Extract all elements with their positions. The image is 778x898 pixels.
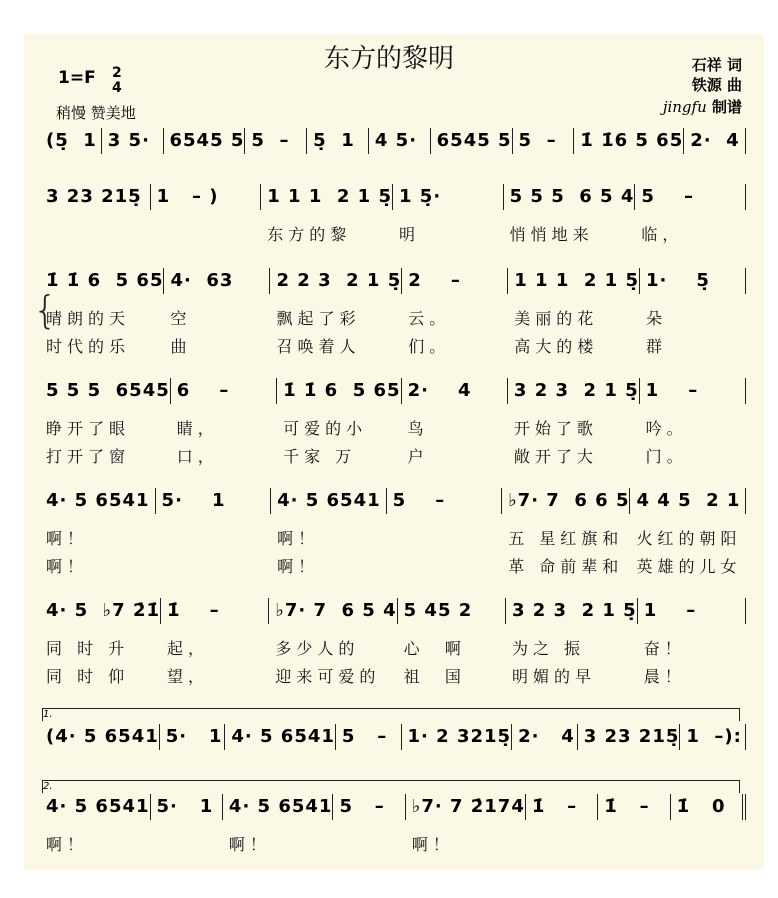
measure-notes: 1· 2 3215̣ <box>407 726 512 747</box>
lyric-syllables: 啊！ <box>277 529 320 548</box>
measure-notes: 2 2 3 2 1 5̣ <box>276 270 402 291</box>
measure <box>277 378 401 466</box>
measure <box>40 724 160 750</box>
measure-notes: 2 – <box>408 270 461 291</box>
measure-notes: 4· 5 6541 <box>231 726 335 747</box>
lyric-syllables: 晴朗的天 <box>46 309 131 328</box>
volta-1-bracket: 1. <box>42 708 740 721</box>
lyric-syllables: 云。 <box>408 309 451 328</box>
lyric-syllables: 多少人的 <box>275 639 360 658</box>
lyric-syllables: 五 星红旗和 <box>508 529 624 548</box>
song-title: 东方的黎明 <box>323 44 454 74</box>
measure-notes: 5̣ 1 <box>313 130 355 151</box>
lyric-syllables: 敞开了大 <box>513 447 598 466</box>
measure <box>225 724 336 750</box>
lyric-syllables: 啊！ <box>411 835 454 854</box>
measure-notes: (5̣ 1 <box>46 130 97 151</box>
measure-notes: 1 5̣· <box>399 186 442 207</box>
measure-notes: ♭7· 7 2̇174 <box>411 796 525 817</box>
lyric-syllables: 望， <box>167 667 210 686</box>
measure-notes: 4· 5 6541 <box>228 796 333 817</box>
measure-notes: 2· 4 <box>690 130 740 151</box>
measure-notes: 1̇ 1̇ 6 5 65 <box>46 270 164 291</box>
measure <box>680 724 746 750</box>
measure <box>336 724 402 750</box>
measure-notes: 6545 5 <box>436 130 512 151</box>
measure <box>171 378 277 466</box>
measure-notes: 1 1 1 2 1 5̣ <box>267 186 392 207</box>
measure-notes: 6 – <box>176 380 230 401</box>
measure-notes: 3 23 215̣ <box>46 186 142 207</box>
measure-notes: 5 – <box>641 186 694 207</box>
measure-notes: 2· 4 <box>407 380 472 401</box>
measure <box>502 488 630 576</box>
measure-notes: 4· 5 6541 <box>277 490 381 511</box>
measure <box>574 128 684 154</box>
measure <box>504 184 636 244</box>
lyric-syllables: 奋！ <box>643 639 686 658</box>
lyric-syllables: 啊！ <box>46 835 89 854</box>
measure <box>245 128 307 154</box>
measure <box>40 598 161 686</box>
measure-notes: 4· 63 <box>170 270 234 291</box>
measure-notes: 5 – <box>518 130 557 151</box>
measure <box>161 598 269 686</box>
measure <box>406 794 526 854</box>
measure-notes: 5 – <box>251 130 290 151</box>
measure <box>513 128 575 154</box>
measure <box>160 724 226 750</box>
measure <box>40 184 151 210</box>
staff-line <box>40 724 746 750</box>
measure <box>640 268 746 356</box>
measure <box>402 268 508 356</box>
lyric-syllables: 为之 振 <box>511 639 586 658</box>
transcriber-credit <box>663 96 742 117</box>
lyric-syllables: 睛， <box>176 419 219 438</box>
measure <box>156 488 272 514</box>
measure <box>402 724 513 750</box>
lyric-syllables: 东方的黎 <box>267 225 352 244</box>
lyric-syllables: 朵 <box>645 309 667 328</box>
measure <box>164 128 246 154</box>
lyric-syllables: 明媚的早 <box>511 667 596 686</box>
measure <box>578 724 681 750</box>
lyric-syllables: 悄悄地来 <box>509 225 594 244</box>
measure <box>40 794 151 854</box>
lyric-syllables: 啊！ <box>46 557 89 576</box>
measure <box>307 128 369 154</box>
measure <box>635 184 746 244</box>
staff-line <box>40 598 746 686</box>
lyric-syllables: 们。 <box>408 337 451 356</box>
measure <box>40 128 102 154</box>
measure-notes: 1 –): <box>686 726 742 747</box>
measure <box>398 598 506 686</box>
staff-line <box>40 378 746 466</box>
measure <box>671 794 746 820</box>
measure <box>387 488 503 514</box>
transcriber-name: jingfu <box>662 98 707 116</box>
lyric-syllables: 群 <box>645 337 667 356</box>
measure-notes: 3 5· <box>107 130 150 151</box>
composer-credit: 铁源 曲 <box>691 76 742 94</box>
measure <box>40 488 156 576</box>
measure <box>638 598 746 686</box>
measure <box>223 794 334 854</box>
time-top: 2 <box>112 65 122 81</box>
measure-notes: 5 – <box>392 490 446 511</box>
measure <box>40 378 171 466</box>
lyric-syllables: 起， <box>167 639 210 658</box>
measure-notes: 1 1 1 2 1 5̣ <box>514 270 639 291</box>
measure-notes: 5· 1 <box>156 796 214 817</box>
lyric-syllables: 明 <box>399 225 421 244</box>
lyric-syllables: 鸟 <box>407 419 429 438</box>
lyric-syllables: 美丽的花 <box>514 309 599 328</box>
time-bottom: 4 <box>112 80 122 96</box>
measure <box>506 598 638 686</box>
staff-line <box>40 488 746 576</box>
measure-notes: ♭7· 7 6 5 4 <box>275 600 397 621</box>
measure <box>40 268 164 356</box>
measure <box>333 794 405 820</box>
measure <box>640 378 746 466</box>
measure <box>512 724 578 750</box>
key-signature: 1=F <box>58 68 96 88</box>
measure-notes: 3 2 3 2 1 5̣ <box>511 600 637 621</box>
measure <box>526 794 598 820</box>
measure <box>431 128 513 154</box>
measure-notes: 4 5· <box>374 130 418 151</box>
measure-notes: 5 5 5 6545 <box>46 380 170 401</box>
lyric-syllables: 门。 <box>645 447 688 466</box>
lyric-syllables: 火红的朝阳 <box>636 529 742 548</box>
measure <box>598 794 670 820</box>
measure <box>270 268 402 356</box>
measure <box>508 268 640 356</box>
time-signature <box>112 66 122 96</box>
lyric-syllables: 革 命前辈和 <box>508 557 624 576</box>
transcriber-suffix: 制谱 <box>706 98 742 116</box>
lyric-syllables: 空 <box>170 309 192 328</box>
lyric-syllables: 户 <box>407 447 429 466</box>
lyric-syllables: 可爱的小 <box>283 419 368 438</box>
lyric-syllables: 啊！ <box>277 557 320 576</box>
verse-brace: { <box>33 288 58 332</box>
measure-notes: 4· 5 6541 <box>46 796 150 817</box>
measure-notes: 1̇ – <box>167 600 220 621</box>
measure-notes: (4· 5 6541 <box>46 726 159 747</box>
lyric-syllables: 英雄的儿女 <box>636 557 742 576</box>
lyric-syllables: 迎来可爱的 <box>275 667 381 686</box>
measure <box>102 128 164 154</box>
measure <box>393 184 504 244</box>
lyric-syllables: 啊！ <box>46 529 89 548</box>
measure <box>369 128 431 154</box>
measure <box>402 378 508 466</box>
measure-notes: 5· 1 <box>165 726 223 747</box>
tempo-marking: 稍慢 赞美地 <box>56 104 136 122</box>
measure-notes: 1· 5̣ <box>645 270 710 291</box>
staff-line <box>40 794 746 854</box>
staff-line <box>40 268 746 356</box>
measure <box>684 128 746 154</box>
measure <box>630 488 746 576</box>
measure <box>164 268 270 356</box>
staff-line <box>40 184 746 244</box>
lyric-syllables: 祖 国 <box>403 667 466 686</box>
lyric-syllables: 临， <box>641 225 684 244</box>
lyric-syllables: 打开了窗 <box>46 447 131 466</box>
measure <box>269 598 397 686</box>
measure-notes: 1̇ – <box>531 796 578 817</box>
measure-notes: 1 – ) <box>156 186 219 207</box>
measure <box>508 378 640 466</box>
lyric-syllables: 啊！ <box>228 835 271 854</box>
measure-notes: 1̇ – <box>604 796 650 817</box>
measure-notes: 4· 5 6541 <box>46 490 150 511</box>
measure-notes: 5 – <box>339 796 385 817</box>
lyric-syllables: 召唤着人 <box>276 337 361 356</box>
lyric-syllables: 高大的楼 <box>514 337 599 356</box>
measure-notes: 1̇ 1̇ 6 5 65 <box>283 380 401 401</box>
measure-notes: ♭7· 7 6 6 5 <box>508 490 630 511</box>
measure-notes: 1 – <box>645 380 699 401</box>
measure-notes: 1 – <box>643 600 697 621</box>
staff-line <box>40 128 746 154</box>
measure-notes: 1̇ 1̇6 5 65 <box>580 130 684 151</box>
lyric-syllables: 同 时 仰 <box>46 667 130 686</box>
measure-notes: 2· 4 <box>518 726 575 747</box>
measure-notes: 3 23 215̣ <box>583 726 680 747</box>
lyric-syllables: 睁开了眼 <box>46 419 131 438</box>
lyric-syllables: 开始了歌 <box>513 419 598 438</box>
lyric-syllables: 时代的乐 <box>46 337 131 356</box>
lyric-syllables: 心 啊 <box>403 639 466 658</box>
volta-2-bracket: 2. <box>42 780 740 793</box>
measure-notes: 1̇ 0 <box>676 796 726 817</box>
measure-notes: 5 45 2 <box>403 600 473 621</box>
lyric-syllables: 晨！ <box>643 667 686 686</box>
measure <box>151 184 262 210</box>
measure-notes: 5 – <box>341 726 388 747</box>
measure-notes: 4 4 5 2 1 <box>636 490 741 511</box>
lyric-syllables: 吟。 <box>645 419 688 438</box>
lyric-syllables: 同 时 升 <box>46 639 130 658</box>
measure-notes: 5· 1 <box>161 490 226 511</box>
measure-notes: 5 5 5 6 5 4 <box>509 186 635 207</box>
lyric-syllables: 口， <box>176 447 219 466</box>
lyric-syllables: 曲 <box>170 337 192 356</box>
measure <box>151 794 223 820</box>
lyric-syllables: 飘起了彩 <box>276 309 361 328</box>
measure <box>271 488 387 576</box>
lyric-syllables: 千家 万 <box>283 447 357 466</box>
measure-notes: 4· 5 ♭7 2̇1̇ <box>46 600 161 621</box>
measure-notes: 6545 5 <box>169 130 245 151</box>
measure-notes: 3 2 3 2 1 5̣ <box>513 380 639 401</box>
measure <box>261 184 393 244</box>
lyricist-credit: 石祥 词 <box>691 56 742 74</box>
